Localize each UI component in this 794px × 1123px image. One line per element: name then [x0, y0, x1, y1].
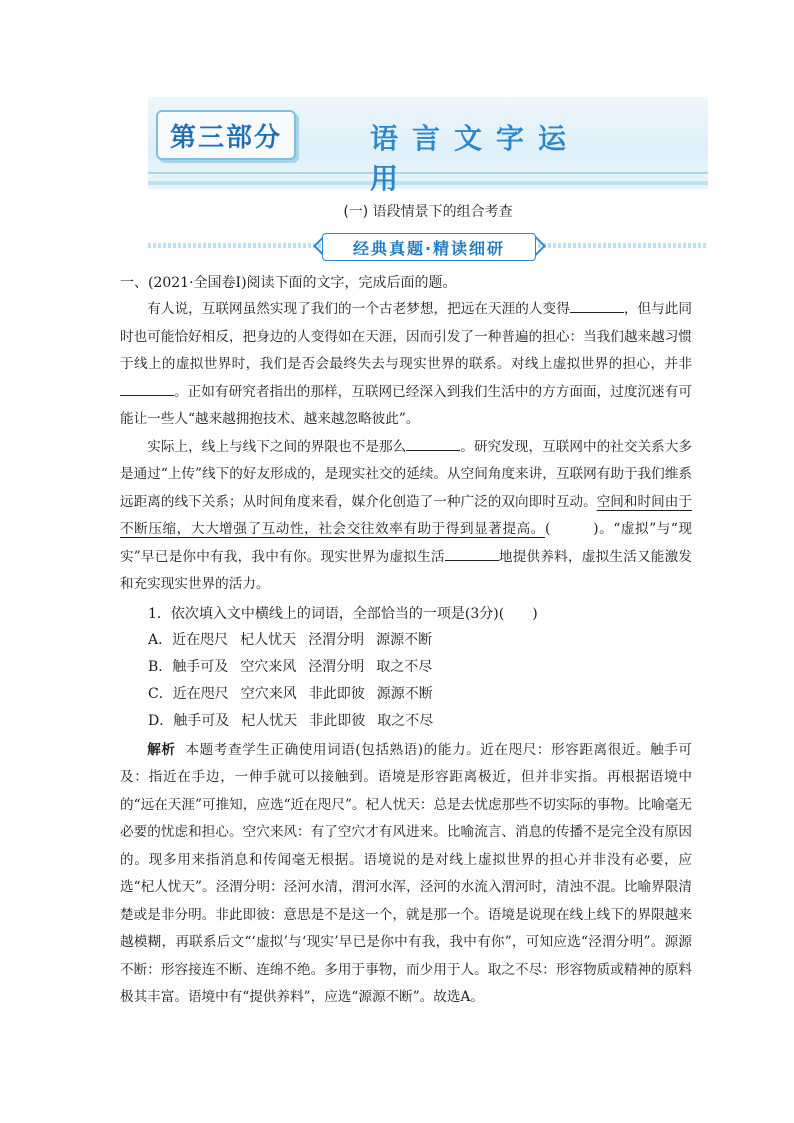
option-d[interactable]: D．触手可及 杞人忧天 非此即彼 取之不尽 [148, 712, 434, 729]
passage-text: 有人说，互联网虽然实现了我们的一个古老梦想，把远在天涯的人变得 [147, 301, 570, 317]
passage-text: 。研究发现，互联网中的社交关系大多是通过“上传”线下的好友形成的，是现实社交的延续。从空间角度来讲，互联网有助于我们维系远距离的线下关系；从时间角度来看，媒介化创造了一种广泛的双向即时互动。 [120, 438, 693, 510]
fill-blank-1[interactable] [570, 298, 624, 313]
passage-text: 地提供养料，虚拟生活又能激发和充实现实世界的活力。 [120, 548, 693, 592]
question-stem: 1．依次填入文中横线上的词语，全部恰当的一项是(3分)( ) [148, 605, 538, 622]
fill-blank-4[interactable] [445, 546, 499, 561]
passage-text: 实际上，线上与线下之间的界限也不是那么 [147, 438, 407, 455]
passage-paragraph-1 [120, 296, 692, 434]
question-heading: 一、(2021·全国卷Ⅰ)阅读下面的文字，完成后面的题。 [120, 275, 457, 291]
analysis-block [120, 737, 692, 1012]
analysis-text: 本题考查学生正确使用词语(包括熟语)的能力。近在咫尺：形容距离很近。触手可及：指近在手边，一伸手就可以接触到。语境是形容距离极近，但并非实指。再根据语境中的“远在天涯”可推知，应选“近在咫尺”。杞人忧天：总是去忧虑那些不切实际的事物。比喻毫无必要的忧虑和担心。空穴来风：有了空穴才有风进来。比喻流言、消息的传播不是完全没有原因的。现多用来指消息和传闻毫无根据。语境说的是对线上虚拟世界的担心并非没有必要，应选“杞人忧天”。泾渭分明：泾河水清，渭河水浑，泾河的水流入渭河时，清浊不混。比喻界限清楚或是非分明。非此即彼：意思是不是这一个，就是那一个。语境是说现在线上线下的界限越来越模糊，再联系后文“‘虚拟’与‘现实’早已是你中有我，我中有你”，可知应选“泾渭分明”。源源不断：形容接连不断、连绵不绝。多用于事物，而少用于人。取之不尽：形容物质或精神的原料极其丰富。语境中有“提供养料”，应选“源源不断”。故选A。 [120, 741, 693, 1005]
passage-text: ( )。“虚拟”与“现实”早已是你中有我，我中有你。现实世界为虚拟生活 [120, 521, 692, 565]
chapter-title: 语言文字运用 [370, 122, 581, 195]
part-label: 第三部分 [156, 110, 296, 160]
underlined-sentence: 空间和时间由于不断压缩，大大增强了互动性，社会交往效率有助于得到显著提高。 [120, 493, 692, 537]
option-c[interactable]: C．近在咫尺 空穴来风 非此即彼 源源不断 [148, 685, 433, 702]
section-title: (一) 语段情景下的组合考查 [343, 204, 513, 220]
passage-text: ，但与此同时也可能恰好相反，把身边的人变得如在天涯，因而引发了一种普遍的担心：当我们越来越习惯于线上的虚拟世界时，我们是否会最终失去与现实世界的联系。对线上虚拟世界的担心，并非 [120, 301, 693, 372]
option-a[interactable]: A．近在咫尺 杞人忧天 泾渭分明 源源不断 [148, 631, 433, 648]
option-b[interactable]: B．触手可及 空穴来风 泾渭分明 取之不尽 [148, 658, 433, 675]
fill-blank-3[interactable] [406, 436, 460, 451]
passage-paragraph-2 [120, 434, 692, 599]
banner-rule [148, 172, 708, 174]
analysis-tag: 解析 [147, 741, 176, 758]
banner-rule-thick [148, 181, 708, 185]
section-ribbon: 经典真题·精读细研 [322, 233, 536, 261]
passage-text: 。正如有研究者指出的那样，互联网已经深入到我们生活中的方方面面，过度沉迷有可能让一些人“越来越拥抱技术、越来越忽略彼此”。 [120, 383, 692, 427]
fill-blank-2[interactable] [120, 381, 174, 396]
main-content [120, 270, 692, 1012]
